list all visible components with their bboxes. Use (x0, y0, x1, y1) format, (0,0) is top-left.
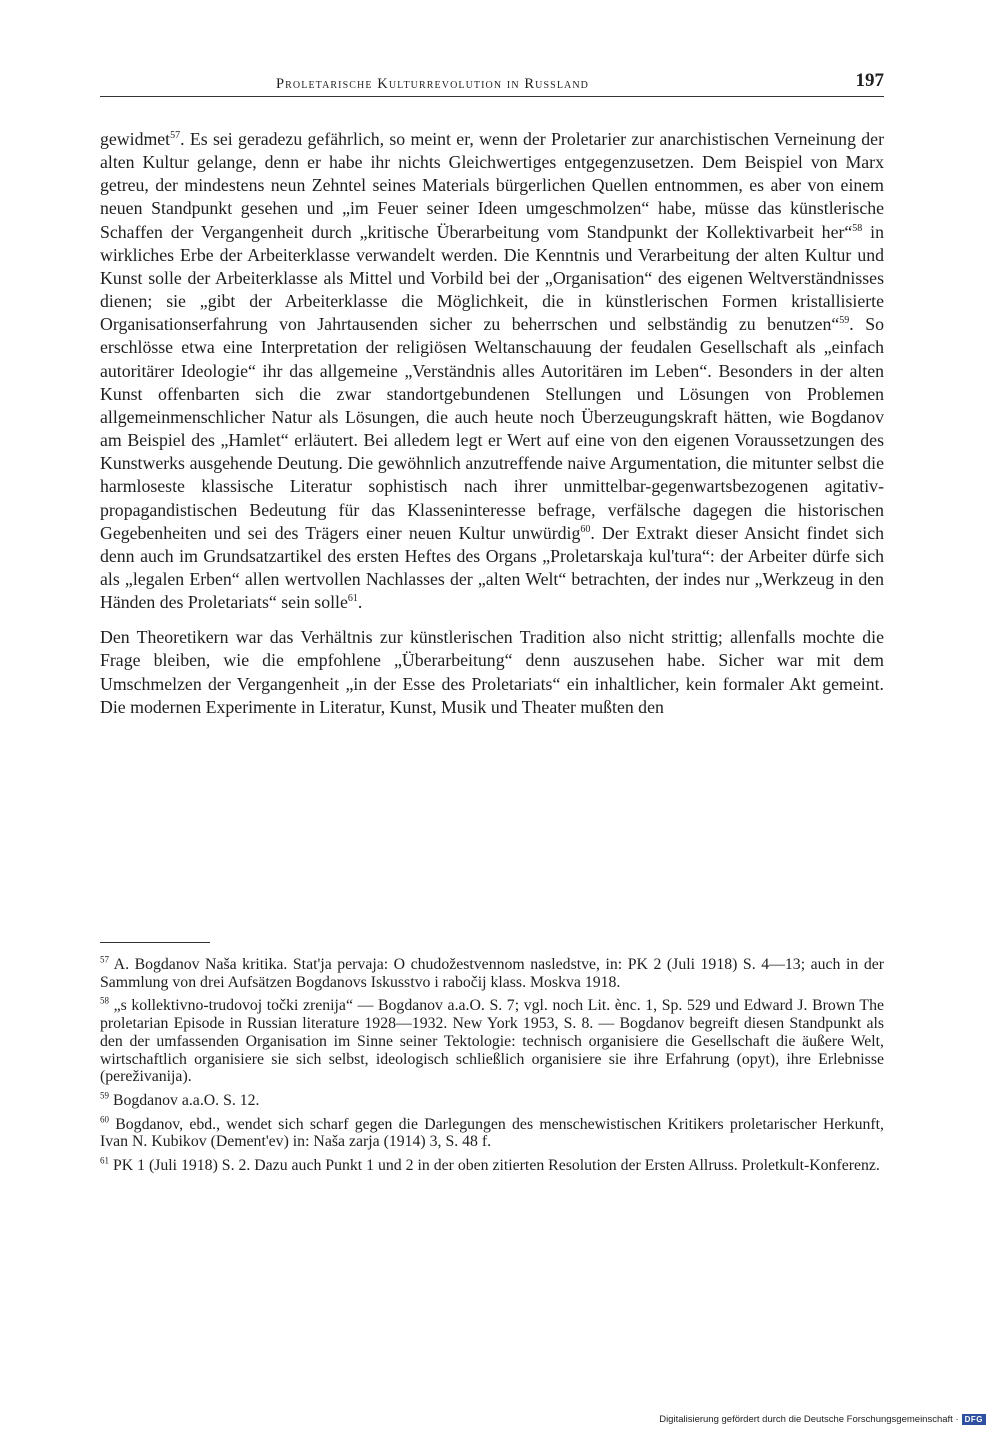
footnote-mark: 60 (100, 1114, 109, 1125)
footnote-57 (100, 956, 884, 991)
footnote-text: „s kollektivno-trudovoj točki zrenija“ — Bogdanov a.a.O. S. 7; vgl. noch Lit. ènc. 1, Sp. 529 und Edward J. Brown The proletarian Episode in Russian literature 1928—1932. New York 1953, S. 8. — Bogdanov begreift diesen Standpunkt als den der umfassenden Organisation im Sinne seiner Tektologie: technisch organisiere die Gesellschaft die äußere Welt, wirtschaftlich organisiere sie sich selbst, ideologisch schließlich organisiere sie ihre Erfahrung (opyt), ihre Erlebnisse (pereživanija). (100, 997, 884, 1086)
footnote-mark: 59 (100, 1090, 109, 1101)
credit-text: Digitalisierung gefördert durch die Deutsche Forschungsgemeinschaft · (659, 1414, 959, 1425)
footnote-rule (100, 942, 210, 943)
footnote-60 (100, 1116, 884, 1151)
footnote-mark: 57 (100, 954, 109, 965)
footnote-text: Bogdanov, ebd., wendet sich scharf gegen die Darlegungen des menschewistischen Kritikers proletarischer Herkunft, Ivan N. Kubikov (Dement'ev) in: Naša zarja (1914) 3, S. 48 f. (100, 1115, 884, 1151)
footnote-58 (100, 997, 884, 1086)
running-title: Proletarische Kulturrevolution in Russland (276, 76, 589, 92)
footnote-59 (100, 1092, 884, 1110)
footnote-text: PK 1 (Juli 1918) S. 2. Dazu auch Punkt 1 und 2 in der oben zitierten Resolution der Ersten Allruss. Proletkult-Konferenz. (112, 1157, 880, 1175)
text-run: . Der Extrakt dieser Ansicht findet sich denn auch im Grundsatzartikel des ersten Heftes des Organs „Proletarskaja kul'tura“: der Arbeiter dürfe sich als „legalen Erben“ allen wertvollen Nachlasses der „alten Welt“ betrachten, der indes nur „Werkzeug in den Händen des Proletariats“ sein solle (100, 522, 885, 613)
page-header (100, 68, 884, 98)
text-run: . (357, 592, 363, 613)
footnote-ref-60[interactable]: 60 (580, 523, 591, 535)
text-run: . Es sei geradezu gefährlich, so meint er, wenn der Proletarier zur anarchistischen Verneinung der alten Kultur gelange, denn er habe ihr nichts Gleichwertiges entgegenzusetzen. Dem Beispiel von Marx getreu, der mindestens neun Zehntel seines Materials bürgerlichen Quellen entnommen, es aber von einem neuen Standpunkt gesehen und „im Feuer seiner Ideen umgeschmolzen“ habe, müsse das künstlerische Schaffen der Vergangenheit durch „kritische Überarbeitung vom Standpunkt der Kollektivarbeit her“ (100, 129, 884, 242)
text-run: . So erschlösse etwa eine Interpretation der religiösen Weltanschauung der feudalen Gesellschaft als „einfach autoritärer Ideologie“ ihr das allgemeine „Verständnis alles Autoritären im Leben“. Besonders in der alten Kunst offenbarten sich die zwar standortgebundenen Stellungen und Lösungen von Problemen allgemeinmenschlicher Natur als Lösungen, die auch heute noch Überzeugungskraft hätten, wie Bogdanov am Beispiel des „Hamlet“ erläutert. Bei alledem legt er Wert auf eine von den eigenen Voraussetzungen des Kunstwerks ausgehende Deutung. Die gewöhnlich anzutreffende naive Argumentation, die mitunter selbst die harmloseste klassische Literatur sophistisch nach ihrer unmittelbar-gegenwartsbezogenen agitativ-propagandistischen Bedeutung für das Klasseninteresse befrage, verfälsche dagegen die historischen Gegebenheiten und sei des Trägers einer neuen Kultur unwürdig (100, 314, 884, 543)
footnote-mark: 58 (100, 996, 109, 1007)
footnote-61 (100, 1157, 884, 1175)
footnote-text: Bogdanov a.a.O. S. 12. (112, 1091, 260, 1109)
paragraph-1 (100, 128, 884, 614)
main-text (100, 128, 884, 719)
footnote-mark: 61 (100, 1155, 109, 1166)
digitization-credit (659, 1414, 986, 1425)
page-number: 197 (855, 70, 884, 91)
text-run: in wirkliches Erbe der Arbeiterklasse verwandelt werden. Die Kenntnis und Verarbeitung der alten Kultur und Kunst solle der Arbeiterklasse als Mittel und Vorbild bei der „Organisation“ des eigenen Weltverständnisses dienen; sie „gibt der Arbeiterklasse die Möglichkeit, die in künstlerischen Formen kristallisierte Organisationserfahrung von Jahrtausenden sicher zu beherrschen und selbständig zu benutzen“ (100, 221, 884, 335)
header-rule (100, 96, 884, 97)
footnote-ref-61[interactable]: 61 (347, 593, 358, 605)
footnote-text: A. Bogdanov Naša kritika. Stat'ja pervaja: O chudožestvennom nasledstve, in: PK 2 (Juli 1918) S. 4—13; auch in der Sammlung von drei Aufsätzen Bogdanovs Iskusstvo i rabočij klass. Moskva 1918. (100, 956, 884, 991)
text-run: gewidmet (100, 129, 171, 149)
paragraph-2: Den Theoretikern war das Verhältnis zur künstlerischen Tradition also nicht strittig; allenfalls mochte die Frage bleiben, wie die empfohlene „Überarbeitung“ denn auszusehen habe. Sicher war mit dem Umschmelzen der Vergangenheit „in der Esse des Proletariats“ ein inhaltlicher, kein formaler Akt gemeint. Die modernen Experimente in Literatur, Kunst, Musik und Theater mußten den (100, 627, 884, 717)
footnotes (100, 956, 884, 1181)
footnote-ref-59[interactable]: 59 (839, 315, 850, 327)
footnote-ref-57[interactable]: 57 (170, 130, 181, 142)
dfg-logo-icon: DFG (962, 1414, 986, 1425)
footnote-ref-58[interactable]: 58 (852, 222, 863, 234)
